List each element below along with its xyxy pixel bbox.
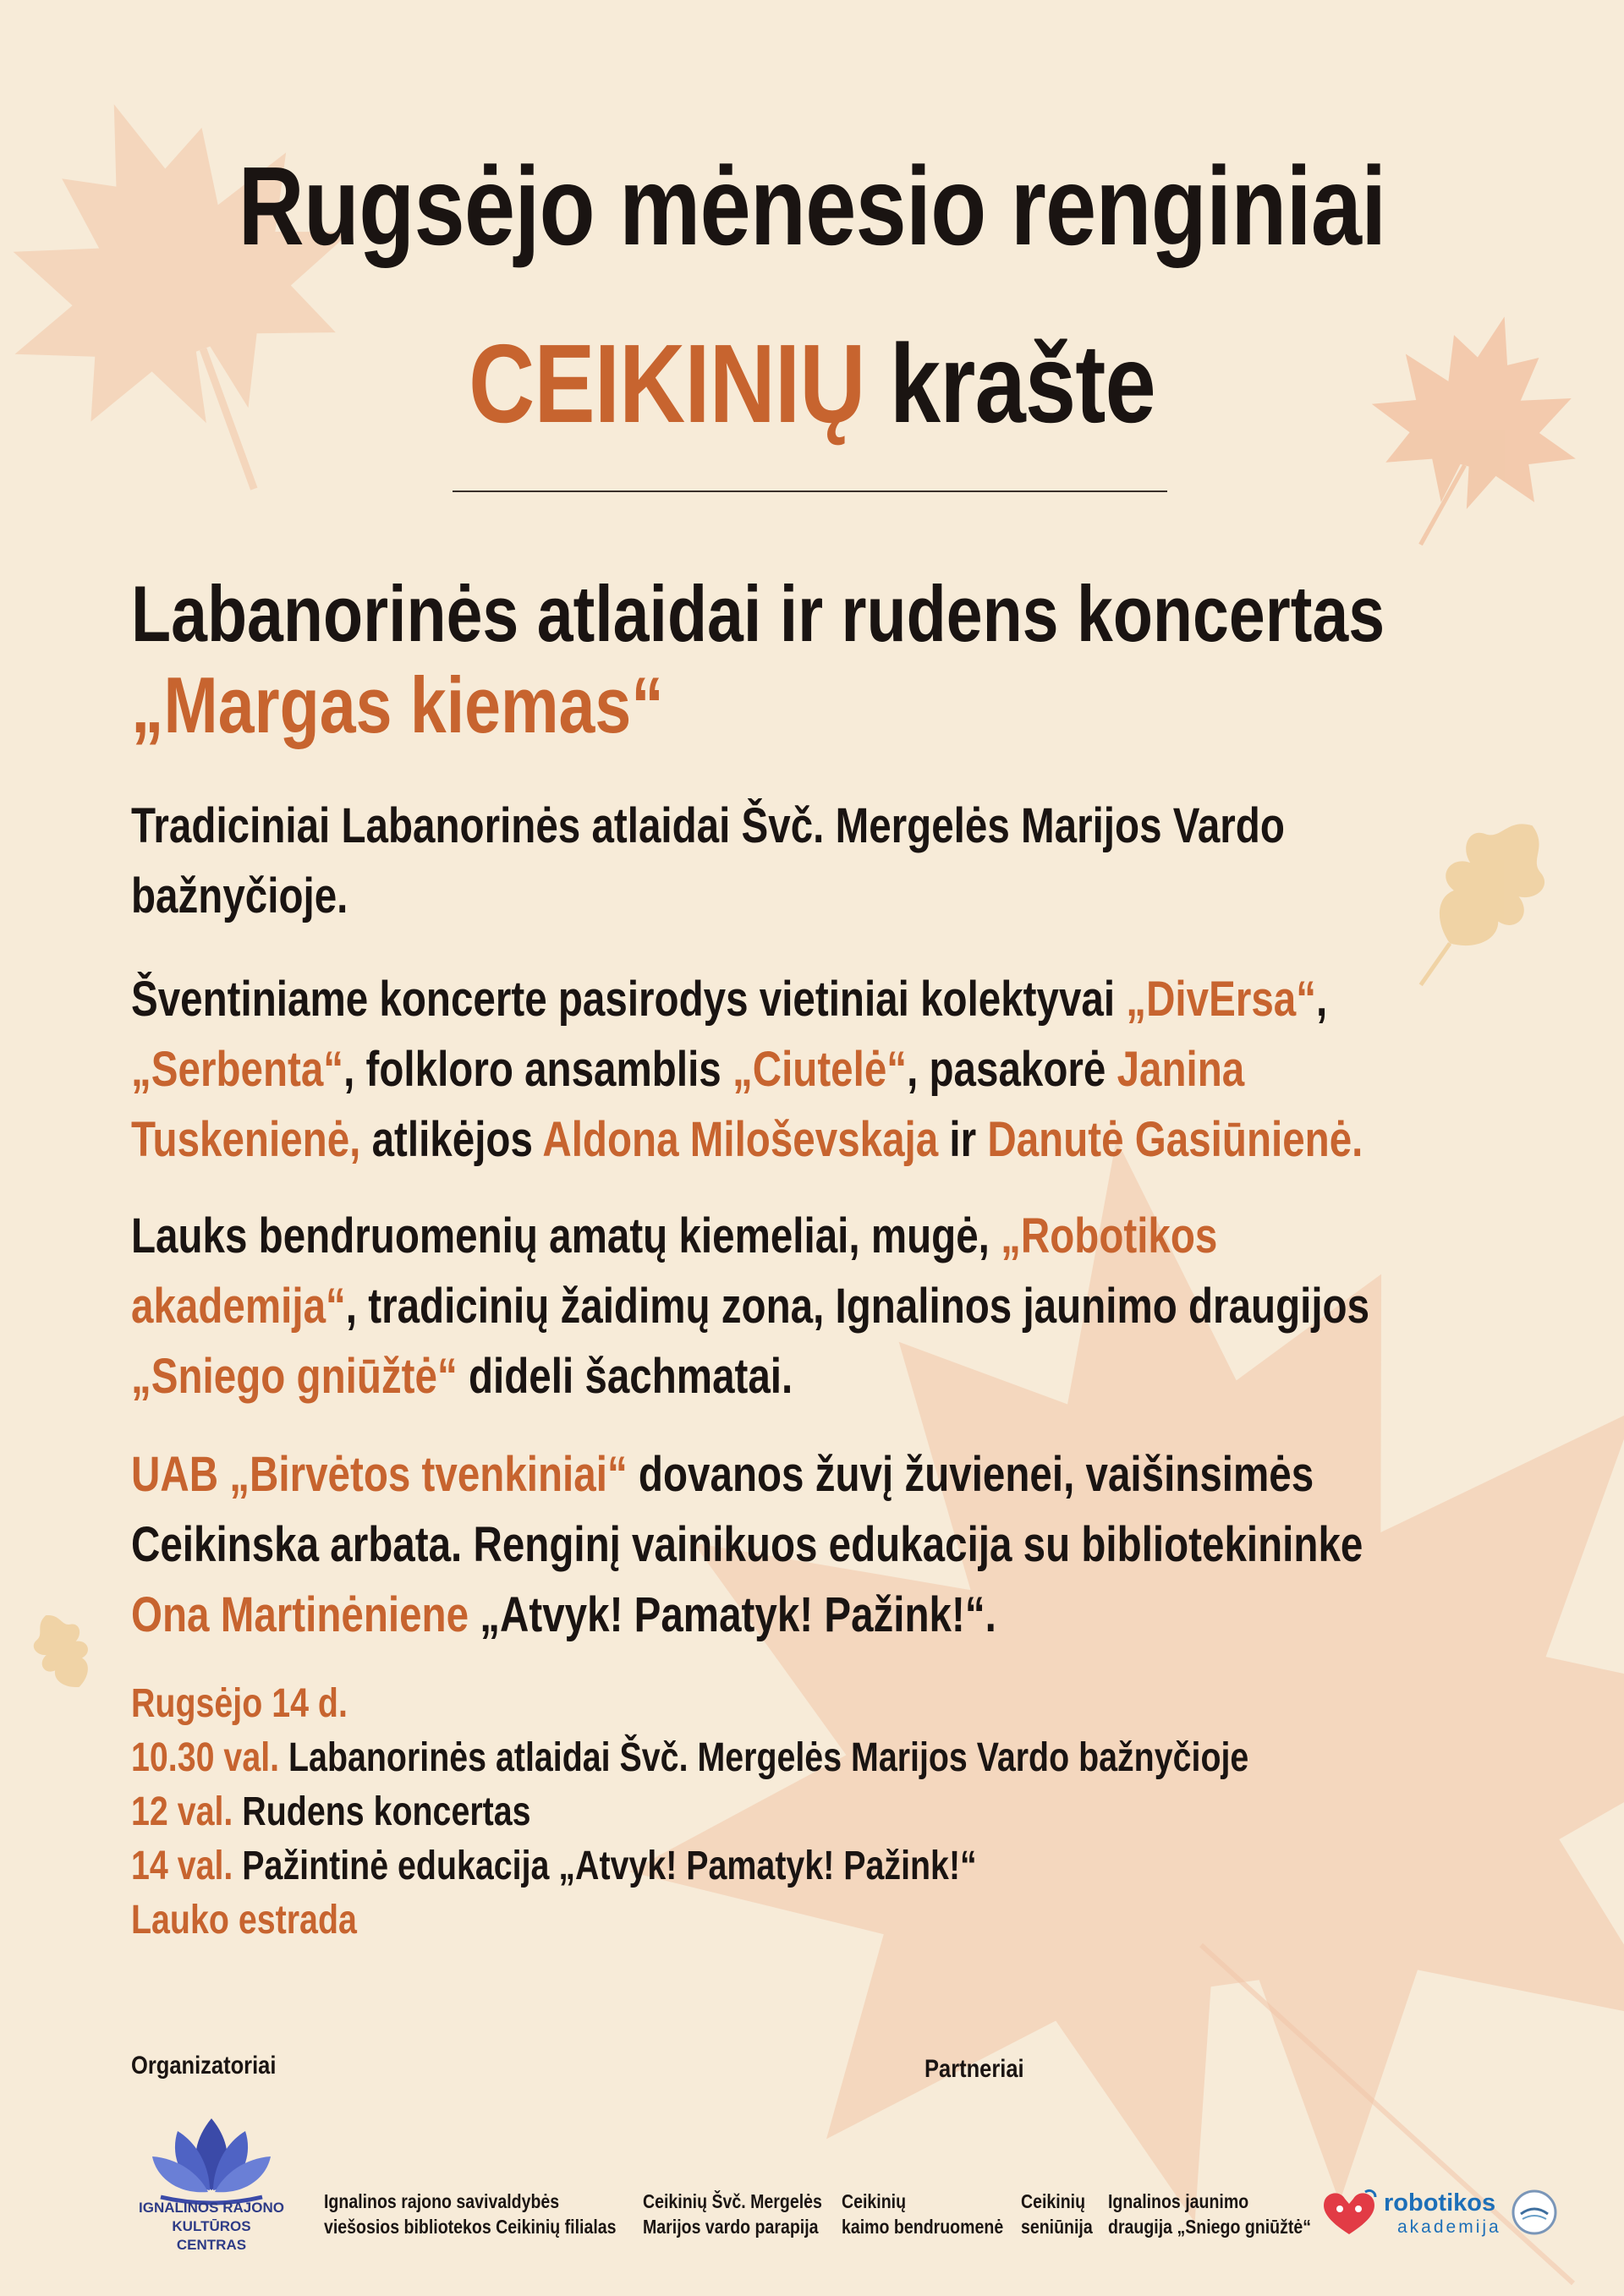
birvetos-logo-icon: [1511, 2189, 1558, 2236]
paragraph-4: [131, 1439, 1552, 1650]
partner-community: [842, 2189, 1003, 2239]
partner-line: draugija „Sniego gniūžtė“: [1108, 2216, 1312, 2238]
text: , folkloro ansamblis: [343, 1042, 732, 1097]
partner-eldership: [1021, 2189, 1093, 2239]
paragraph-line: [131, 1201, 1553, 1271]
schedule-item: [131, 1785, 1553, 1839]
partner-line: seniūnija: [1021, 2216, 1093, 2238]
accent-text: Tuskenienė,: [131, 1112, 361, 1167]
paragraph-line: [131, 1271, 1553, 1341]
page-title-line2: [146, 321, 1478, 446]
schedule-date: Rugsėjo 14 d.: [131, 1681, 348, 1726]
partner-parish: [643, 2189, 822, 2239]
partner-library: [324, 2189, 616, 2239]
text: , pasakorė: [907, 1042, 1117, 1097]
accent-text: Janina: [1116, 1042, 1245, 1097]
schedule-text: Pažintinė edukacija „Atvyk! Pamatyk! Pažink!“: [233, 1844, 977, 1888]
paragraph-line: Ceikinska arbata. Renginį vainikuos edukacija su bibliotekininke: [131, 1517, 1363, 1572]
accent-text: Danutė Gasiūnienė.: [987, 1112, 1363, 1167]
partner-line: Ignalinos rajono savivaldybės: [324, 2190, 560, 2212]
schedule-time: 10.30 val.: [131, 1735, 280, 1780]
title-accent: CEIKINIŲ: [469, 321, 865, 446]
text: , tradicinių žaidimų zona, Ignalinos jaunimo draugijos: [345, 1279, 1370, 1334]
partner-line: viešosios bibliotekos Ceikinių filialas: [324, 2216, 617, 2238]
kc-name-line: KULTŪROS CENTRAS: [172, 2218, 251, 2253]
text: atlikėjos: [360, 1112, 543, 1167]
schedule-item: [131, 1731, 1553, 1785]
paragraph-line: [131, 1580, 1553, 1650]
schedule-text: Rudens koncertas: [233, 1789, 531, 1834]
text: ir: [938, 1112, 988, 1167]
lotus-logo-icon: [144, 2106, 279, 2207]
paragraph-3: [131, 1201, 1552, 1411]
paragraph-line: [131, 1341, 1553, 1411]
partner-line: Marijos vardo parapija: [643, 2216, 819, 2238]
text: Lauks bendruomenių amatų kiemeliai, mugė,: [131, 1208, 1001, 1263]
partner-line: Ceikinių Švč. Mergelės: [643, 2190, 822, 2212]
paragraph-2: [131, 964, 1552, 1175]
partner-line: Ignalinos jaunimo: [1108, 2190, 1249, 2212]
robotics-logo-name: robotikos: [1384, 2189, 1496, 2217]
schedule-time: 14 val.: [131, 1844, 233, 1888]
schedule: [131, 1677, 1552, 1948]
text: Šventiniame koncerte pasirodys vietiniai kolektyvai: [131, 972, 1127, 1027]
paragraph-line: [131, 964, 1553, 1034]
event-subtitle: „Margas kiemas“: [131, 660, 664, 749]
accent-text: „Serbenta“: [131, 1042, 344, 1097]
text: dovanos žuvį žuvienei, vaišinsimės: [627, 1447, 1314, 1502]
event-heading: [131, 568, 1552, 751]
accent-text: UAB „Birvėtos tvenkiniai“: [131, 1447, 628, 1502]
robotics-logo-sub: akademija: [1397, 2217, 1501, 2237]
accent-text: „Robotikos: [1001, 1208, 1218, 1263]
page-title: Rugsėjo mėnesio renginiai: [238, 144, 1386, 268]
text: „Atvyk! Pamatyk! Pažink!“.: [469, 1587, 996, 1642]
divider: [453, 490, 1167, 492]
accent-text: akademija“: [131, 1279, 346, 1334]
accent-text: Ona Martinėniene: [131, 1587, 469, 1642]
partner-line: Ceikinių: [842, 2190, 907, 2212]
schedule-item: [131, 1839, 1553, 1893]
paragraph-line: [131, 1034, 1553, 1104]
accent-text: „DivErsa“: [1126, 972, 1317, 1027]
partner-line: Ceikinių: [1021, 2190, 1086, 2212]
title-rest: krašte: [864, 321, 1155, 446]
schedule-time: 12 val.: [131, 1789, 233, 1834]
event-title: Labanorinės atlaidai ir rudens koncertas: [131, 569, 1385, 658]
text: ,: [1316, 972, 1328, 1027]
paragraph-line: [131, 1439, 1553, 1510]
kc-name-line: IGNALINOS RAJONO: [139, 2200, 284, 2216]
kc-name: [135, 2199, 288, 2255]
robot-heart-icon: [1320, 2187, 1379, 2238]
partners-label: Partneriai: [924, 2055, 1024, 2083]
organizers-label: Organizatoriai: [131, 2052, 277, 2080]
paragraph-line: [131, 1104, 1553, 1175]
accent-text: Aldona Miloševskaja: [542, 1112, 939, 1167]
schedule-text: Labanorinės atlaidai Švč. Mergelės Marijos Vardo bažnyčioje: [279, 1735, 1249, 1780]
partner-youth-society: [1108, 2189, 1311, 2239]
accent-text: „Ciutelė“: [732, 1042, 908, 1097]
partner-line: kaimo bendruomenė: [842, 2216, 1004, 2238]
paragraph-text: Tradiciniai Labanorinės atlaidai Švč. Mergelės Marijos Vardo bažnyčioje.: [131, 798, 1285, 923]
accent-text: „Sniego gniūžtė“: [131, 1349, 458, 1404]
text: dideli šachmatai.: [457, 1349, 793, 1404]
schedule-place: Lauko estrada: [131, 1898, 357, 1943]
paragraph-1: [131, 791, 1552, 931]
